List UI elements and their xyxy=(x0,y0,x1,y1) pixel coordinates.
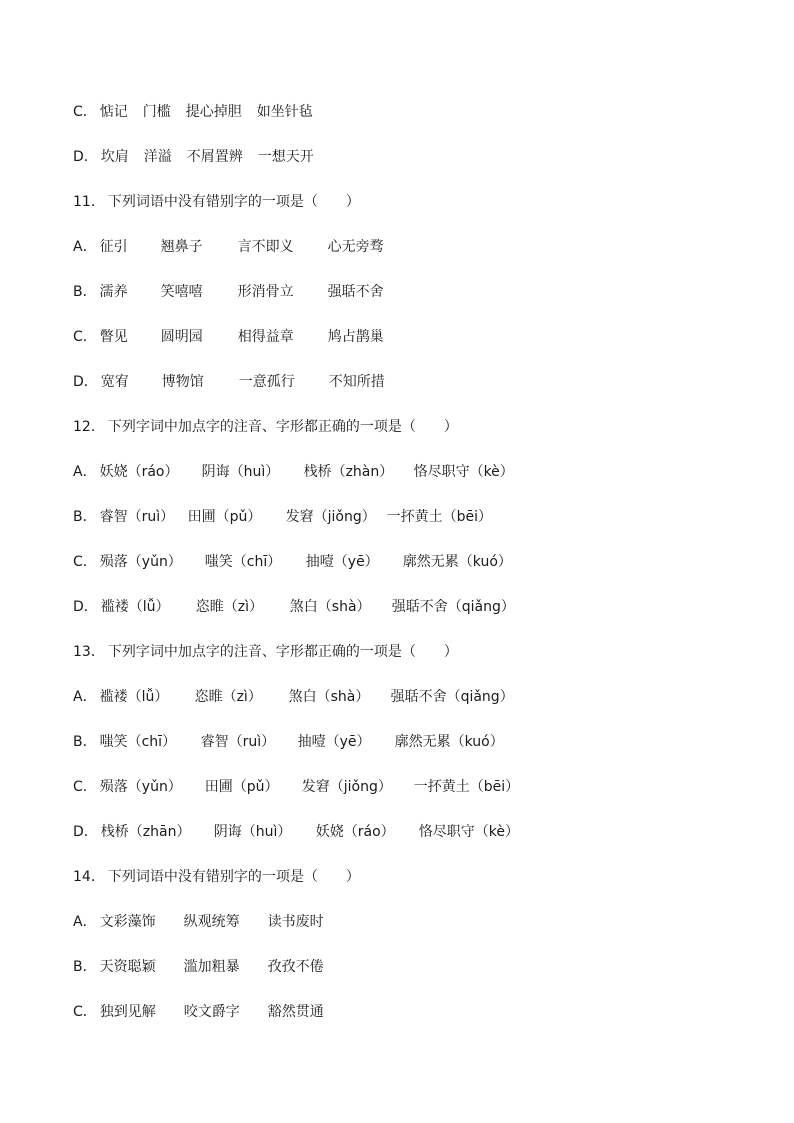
option-label: C． xyxy=(73,779,97,795)
option-label: D． xyxy=(73,374,98,390)
option-word: 抽噎（yē） xyxy=(305,554,379,570)
option-line xyxy=(73,460,514,482)
option-line xyxy=(73,955,324,977)
option-line xyxy=(73,730,504,752)
option-label: A． xyxy=(73,689,97,705)
question-text: 下列词语中没有错别字的一项是（ ） xyxy=(107,869,360,885)
option-word: 一抔黄土（bēi） xyxy=(386,509,492,525)
option-word: 纵观统筹 xyxy=(183,914,240,930)
option-word: 滥加粗暴 xyxy=(183,959,240,975)
option-word: 瞥见 xyxy=(99,329,128,345)
option-word: 发窘（jiǒng） xyxy=(301,779,392,795)
option-word: 言不即义 xyxy=(237,239,294,255)
question-text: 下列字词中加点字的注音、字形都正确的一项是（ ） xyxy=(107,419,458,435)
option-label: B． xyxy=(73,959,97,975)
option-line xyxy=(73,505,492,527)
option-word: 廓然无累（kuó） xyxy=(402,554,512,570)
option-word: 妖娆（ráo） xyxy=(315,824,395,840)
option-word: 惦记 xyxy=(99,104,128,120)
option-line xyxy=(73,1000,324,1022)
option-word: 廓然无累（kuó） xyxy=(394,734,504,750)
option-label: A． xyxy=(73,239,97,255)
option-word: 煞白（shà） xyxy=(289,599,371,615)
option-line xyxy=(73,820,519,842)
option-line xyxy=(73,685,514,707)
option-word: 恪尽职守（kè） xyxy=(413,464,514,480)
option-label: B． xyxy=(73,284,97,300)
option-word: 殒落（yǔn） xyxy=(99,554,182,570)
option-word: 阴诲（huì） xyxy=(201,464,280,480)
option-word: 读书废时 xyxy=(267,914,324,930)
option-label: D． xyxy=(73,824,98,840)
option-word: 如坐针毡 xyxy=(256,104,313,120)
option-word: 嗤笑（chī） xyxy=(99,734,177,750)
option-line xyxy=(73,595,515,617)
option-line xyxy=(73,325,384,347)
option-line xyxy=(73,235,384,257)
option-word: 文彩藻饰 xyxy=(99,914,156,930)
option-label: A． xyxy=(73,914,97,930)
option-word: 豁然贯通 xyxy=(267,1004,324,1020)
option-word: 栈桥（zhān） xyxy=(100,824,191,840)
option-word: 强聒不舍（qiǎng） xyxy=(391,599,515,615)
option-word: 嗤笑（chī） xyxy=(204,554,282,570)
question-line xyxy=(73,190,360,212)
option-word: 田圃（pǔ） xyxy=(187,509,262,525)
option-word: 洋溢 xyxy=(143,149,172,165)
option-word: 咬文爵字 xyxy=(183,1004,240,1020)
option-word: 恣睢（zì） xyxy=(195,599,264,615)
option-word: 发窘（jiǒng） xyxy=(285,509,376,525)
option-word: 妖娆（ráo） xyxy=(99,464,179,480)
question-number: 13． xyxy=(73,644,105,660)
option-word: 孜孜不倦 xyxy=(267,959,324,975)
question-line xyxy=(73,640,458,662)
option-label: C． xyxy=(73,1004,97,1020)
option-word: 不知所措 xyxy=(328,374,385,390)
option-word: 恣睢（zì） xyxy=(194,689,262,705)
option-label: C． xyxy=(73,104,97,120)
option-word: 博物馆 xyxy=(161,374,204,390)
question-text: 下列词语中没有错别字的一项是（ ） xyxy=(107,194,360,210)
option-word: 栈桥（zhàn） xyxy=(303,464,394,480)
option-word: 宽宥 xyxy=(100,374,129,390)
option-word: 一抔黄土（bēi） xyxy=(413,779,520,795)
option-word: 睿智（ruì） xyxy=(99,509,175,525)
question-line xyxy=(73,415,458,437)
option-line xyxy=(73,370,385,392)
option-line xyxy=(73,280,384,302)
option-word: 坎肩 xyxy=(100,149,129,165)
option-word: 心无旁骛 xyxy=(327,239,384,255)
option-label: D． xyxy=(73,599,98,615)
option-word: 睿智（ruì） xyxy=(200,734,276,750)
option-label: C． xyxy=(73,554,97,570)
option-word: 田圃（pǔ） xyxy=(204,779,279,795)
option-word: 天资聪颖 xyxy=(99,959,156,975)
option-label: C． xyxy=(73,329,97,345)
option-line xyxy=(73,145,314,167)
option-word: 恪尽职守（kè） xyxy=(418,824,520,840)
option-word: 征引 xyxy=(99,239,128,255)
option-word: 翘鼻子 xyxy=(160,239,203,255)
option-word: 阴诲（huì） xyxy=(213,824,292,840)
option-word: 濡养 xyxy=(99,284,128,300)
question-number: 11． xyxy=(73,194,105,210)
option-word: 鸠占鹊巢 xyxy=(327,329,384,345)
option-word: 笑嘻嘻 xyxy=(160,284,203,300)
option-line xyxy=(73,100,313,122)
option-word: 殒落（yǔn） xyxy=(99,779,182,795)
option-label: B． xyxy=(73,509,97,525)
option-line xyxy=(73,550,512,572)
question-text: 下列字词中加点字的注音、字形都正确的一项是（ ） xyxy=(107,644,458,660)
question-number: 12． xyxy=(73,419,105,435)
option-word: 一想天开 xyxy=(257,149,314,165)
option-word: 褴褛（lǚ） xyxy=(99,689,169,705)
option-line xyxy=(73,775,519,797)
option-word: 一意孤行 xyxy=(238,374,295,390)
option-word: 强聒不舍（qiǎng） xyxy=(390,689,514,705)
option-label: A． xyxy=(73,464,97,480)
question-line xyxy=(73,865,360,887)
option-word: 抽噎（yē） xyxy=(297,734,371,750)
option-word: 门槛 xyxy=(142,104,171,120)
option-word: 褴褛（lǚ） xyxy=(100,599,170,615)
option-label: B． xyxy=(73,734,97,750)
option-word: 相得益章 xyxy=(237,329,294,345)
option-word: 强聒不舍 xyxy=(327,284,384,300)
option-word: 提心掉胆 xyxy=(185,104,242,120)
option-line xyxy=(73,910,324,932)
option-word: 圆明园 xyxy=(160,329,203,345)
option-word: 煞白（shà） xyxy=(288,689,370,705)
option-word: 形消骨立 xyxy=(237,284,294,300)
option-label: D． xyxy=(73,149,98,165)
option-word: 不屑置辨 xyxy=(186,149,243,165)
option-word: 独到见解 xyxy=(99,1004,156,1020)
question-number: 14． xyxy=(73,869,105,885)
